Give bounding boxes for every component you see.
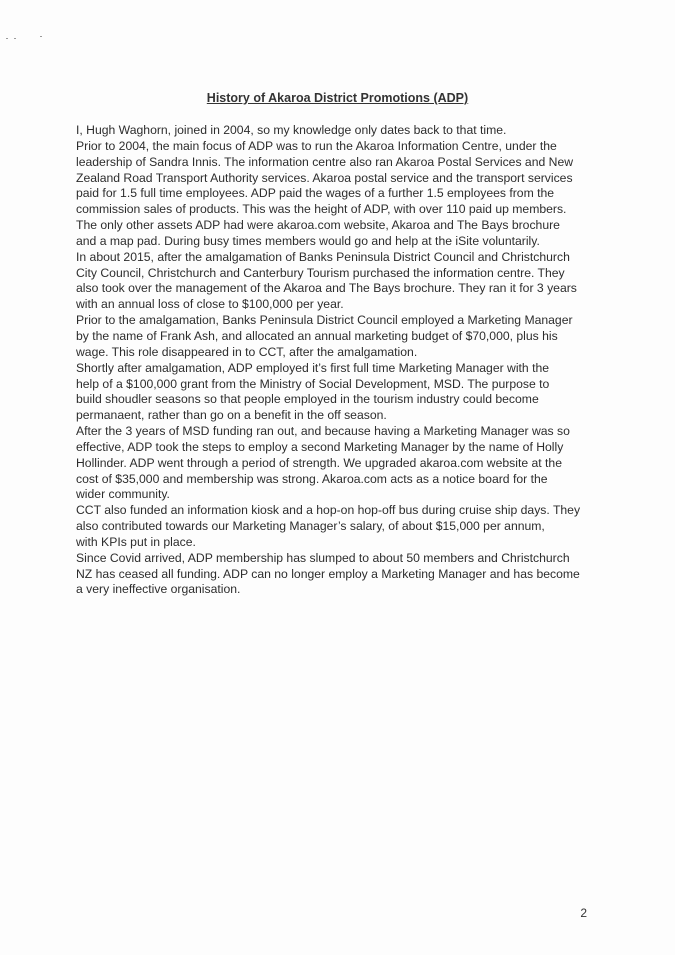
body-line: with an annual loss of close to $100,000 per year. — [76, 297, 344, 312]
body-line: effective, ADP took the steps to employ a second Marketing Manager by the name of Holly — [76, 439, 564, 454]
body-line: After the 3 years of MSD funding ran out, and because having a Marketing Manager was so — [76, 424, 570, 439]
body-line: also took over the management of the Akaroa and The Bays brochure. They ran it for 3 years — [76, 281, 577, 296]
body-line: wider community. — [76, 487, 170, 502]
body-line: Prior to 2004, the main focus of ADP was to run the Akaroa Information Centre, under the — [76, 138, 557, 153]
body-line: Since Covid arrived, ADP membership has slumped to about 50 members and Christchurch — [76, 550, 570, 565]
scan-artifact — [14, 38, 16, 39]
body-line: help of a $100,000 grant from the Ministry of Social Development, MSD. The purpose to — [76, 376, 550, 391]
body-line: by the name of Frank Ash, and allocated an annual marketing budget of $70,000, plus his — [76, 328, 558, 343]
body-line: The only other assets ADP had were akaroa.com website, Akaroa and The Bays brochure — [76, 218, 560, 233]
body-line: Shortly after amalgamation, ADP employed it’s first full time Marketing Manager with the — [76, 360, 550, 375]
body-line: leadership of Sandra Innis. The information centre also ran Akaroa Postal Services and New — [76, 154, 574, 169]
body-line: cost of $35,000 and membership was strong. Akaroa.com acts as a notice board for the — [76, 471, 548, 486]
body-line: Prior to the amalgamation, Banks Peninsula District Council employed a Marketing Manager — [76, 313, 573, 328]
body-line: I, Hugh Waghorn, joined in 2004, so my knowledge only dates back to that time. — [76, 123, 507, 137]
body-line: Zealand Road Transport Authority services. Akaroa postal service and the transport services — [76, 170, 573, 185]
body-line: build shoudler seasons so that people employed in the tourism industry could become — [76, 392, 539, 407]
body-line: a very ineffective organisation. — [76, 582, 241, 597]
page-number: 2 — [580, 906, 587, 920]
body-line: CCT also funded an information kiosk and a hop-on hop-off bus during cruise ship days. They — [76, 503, 581, 518]
body-line: also contributed towards our Marketing Manager’s salary, of about $15,000 per annum, — [76, 519, 545, 534]
document-title: History of Akaroa District Promotions (ADP) — [206, 91, 469, 105]
body-line: and a map pad. During busy times members would go and help at the iSite voluntarily. — [76, 233, 540, 248]
body-line: In about 2015, after the amalgamation of Banks Peninsula District Council and Christchurch — [76, 249, 570, 264]
body-line: paid for 1.5 full time employees. ADP paid the wages of a further 1.5 employees from the — [76, 186, 555, 201]
scan-artifact — [40, 36, 42, 37]
body-line: NZ has ceased all funding. ADP can no longer employ a Marketing Manager and has become — [76, 566, 580, 581]
document-body — [76, 123, 616, 598]
scan-artifact — [6, 38, 8, 39]
body-line: permanaent, rather than go on a benefit in the off season. — [76, 408, 387, 423]
body-line: wage. This role disappeared in to CCT, after the amalgamation. — [76, 344, 418, 359]
body-line: City Council, Christchurch and Canterbury Tourism purchased the information centre. They — [76, 265, 565, 280]
body-line: with KPIs put in place. — [76, 534, 196, 549]
body-line: commission sales of products. This was the height of ADP, with over 110 paid up members. — [76, 202, 567, 217]
body-line: Hollinder. ADP went through a period of strength. We upgraded akaroa.com website at the — [76, 455, 562, 470]
